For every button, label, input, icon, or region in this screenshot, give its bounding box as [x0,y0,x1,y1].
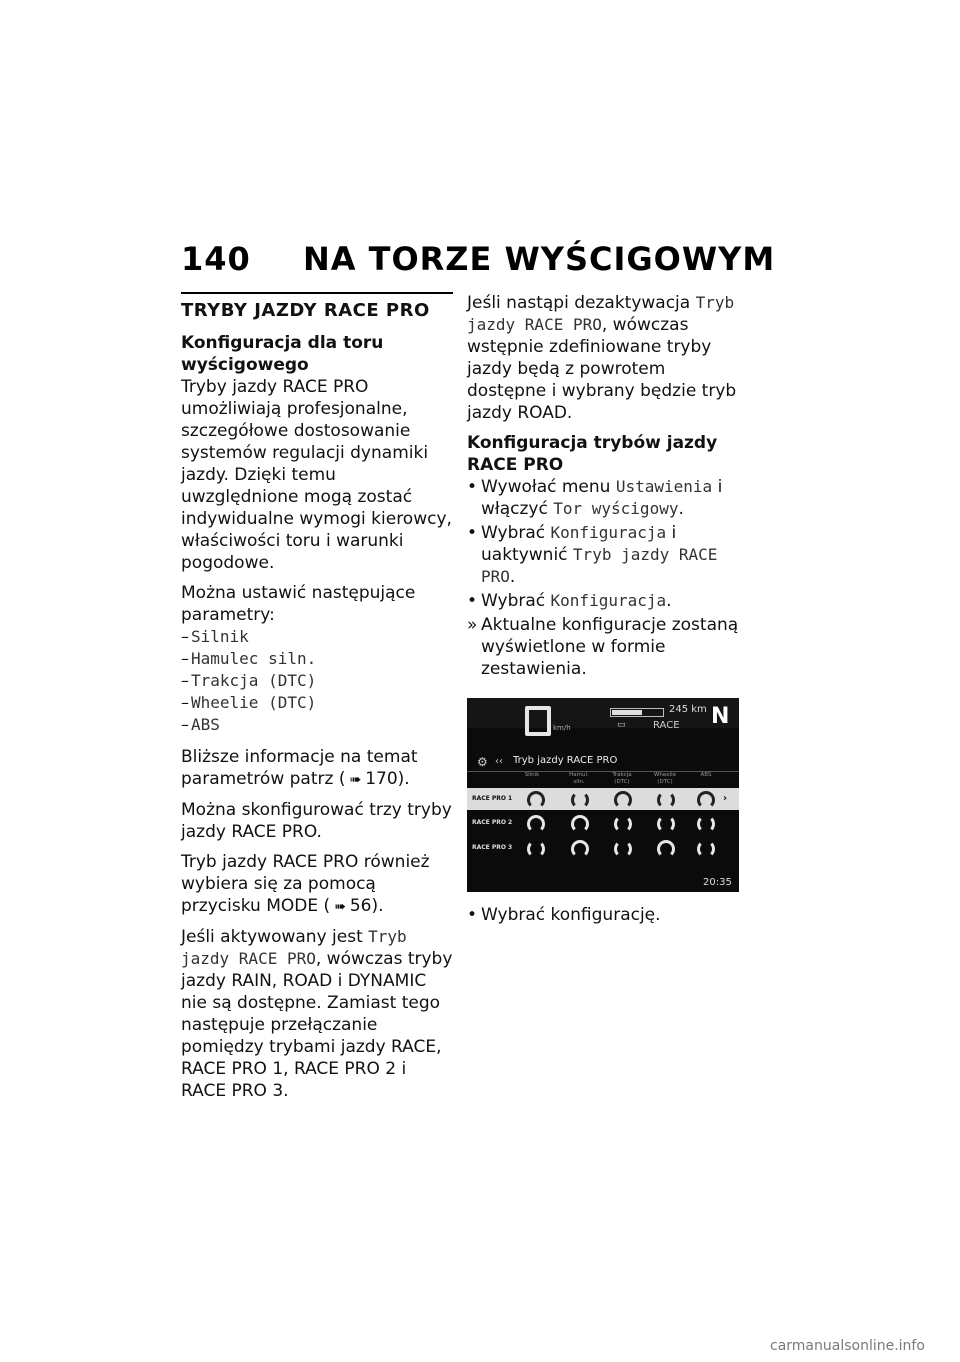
param-item: – Silnik [181,627,249,646]
param-item: – Hamulec siln. [181,649,317,668]
gear-icon: ⚙ [477,755,488,769]
step-item: • Wybrać konfigurację. [467,905,661,925]
step-item: • Wybrać Konfiguracja i uaktywnić Tryb jazdy RACE PRO. [467,523,718,587]
speed-digit [525,706,551,736]
section-title: TRYBY JAZDY RACE PRO [181,300,430,321]
dial-icon [657,815,675,833]
dial-icon [527,815,545,833]
clock: 20:35 [703,877,732,888]
row-label: RACE PRO 3 [472,844,513,851]
riding-mode: RACE [653,720,680,731]
dial-icon [614,840,632,858]
dial-icon [571,791,589,809]
page-ref-link[interactable]: 56). [349,896,384,916]
dial-icon [571,840,589,858]
dial-icon [571,815,589,833]
page-number: 140 [181,240,251,278]
param-item: – ABS [181,715,220,734]
intro-paragraph: Tryby jazdy RACE PRO umożliwiają profesjonalne, szczegółowe dostosowanie systemów regulacji dynamiki jazdy. Dzięki temu uwzględnione mogą zostać indywidualne wymogi kierowcy, właściwości toru i warunki pogodowe. [181,377,452,573]
params-reference: Bliższe informacje na temat parametrów patrz ( ➠ 170). [181,747,418,789]
steps-list [467,476,739,680]
speed-unit: km/h [553,724,571,732]
dial-icon [657,840,675,858]
watermark: carmanualsonline.info [770,1338,925,1354]
page-ref-arrow-icon: ➠ [334,899,346,915]
fuel-fill [612,710,642,715]
row-label: RACE PRO 2 [472,819,513,826]
chapter-title: NA TORZE WYŚCIGOWYM [302,240,776,278]
param-list [181,626,453,736]
dial-icon [697,815,715,833]
dial-icon [614,815,632,833]
dial-icon [614,791,632,809]
three-modes-paragraph: Można skonfigurować trzy tryby jazdy RACE PRO. [181,800,452,842]
page-ref-arrow-icon: ➠ [349,772,362,788]
deactivation-paragraph: Jeśli nastąpi dezaktywacja Tryb jazdy RACE PRO, wówczas wstępnie zdefiniowane tryby jazdy będą z powrotem dostępne i wybrany będzie tryb jazdy ROAD. [467,293,737,423]
left-column [181,292,453,1110]
column-header: Hamul. siln. [569,772,589,785]
row-label: RACE PRO 1 [472,795,513,802]
page-ref-link[interactable]: 170). [365,769,410,789]
menu-title: Tryb jazdy RACE PRO [513,755,618,766]
subhead-track-config: Konfiguracja dla toru wyścigowego [181,333,384,375]
race-pro-row-selected[interactable] [467,788,739,810]
mode-button-paragraph: Tryb jazdy RACE PRO również wybiera się za pomocą przycisku MODE ( ➠ 56). [181,852,430,916]
activated-paragraph: Jeśli aktywowany jest Tryb jazdy RACE PRO, wówczas tryby jazdy RAIN, ROAD i DYNAMIC nie są dostępne. Zamiast tego następuje przełączanie pomiędzy trybami jazdy RACE, RACE PRO 1, RACE PRO 2 i RACE PRO 3. [181,927,453,1101]
dial-icon [697,840,715,858]
dashboard-display [467,698,739,892]
step-item: • Wybrać Konfiguracja. [467,591,672,611]
gear-indicator: N [711,704,730,729]
fuel-gauge [610,708,664,717]
dial-icon [697,791,715,809]
step-result: » Aktualne konfiguracje zostaną wyświetlone w formie zestawienia. [467,615,739,679]
menu-header [467,753,739,772]
param-item: – Wheelie (DTC) [181,693,317,712]
page-header [181,240,775,278]
subhead-mode-config: Konfiguracja trybów jazdy RACE PRO [467,433,718,475]
dial-icon [657,791,675,809]
chevron-right-icon: › [723,793,728,804]
right-column [467,292,739,936]
race-pro-row[interactable] [467,837,739,859]
params-intro: Można ustawić następujące parametry: [181,583,416,625]
dial-icon [527,840,545,858]
column-header: Trakcja (DTC) [612,772,632,785]
back-chevron-icon[interactable]: ‹‹ [495,756,503,767]
battery-icon: ▭ [617,720,626,730]
race-pro-row[interactable] [467,812,739,834]
column-header: ABS [700,772,712,778]
param-item: – Trakcja (DTC) [181,671,317,690]
step-item: • Wywołać menu Ustawienia i włączyć Tor wyścigowy. [467,477,723,519]
section-rule [181,292,453,294]
column-header: Silnik [524,772,540,778]
final-step-list [467,904,739,926]
range-readout: 245 km [669,704,707,715]
column-header: Wheelie (DTC) [653,772,677,785]
dial-icon [527,791,545,809]
